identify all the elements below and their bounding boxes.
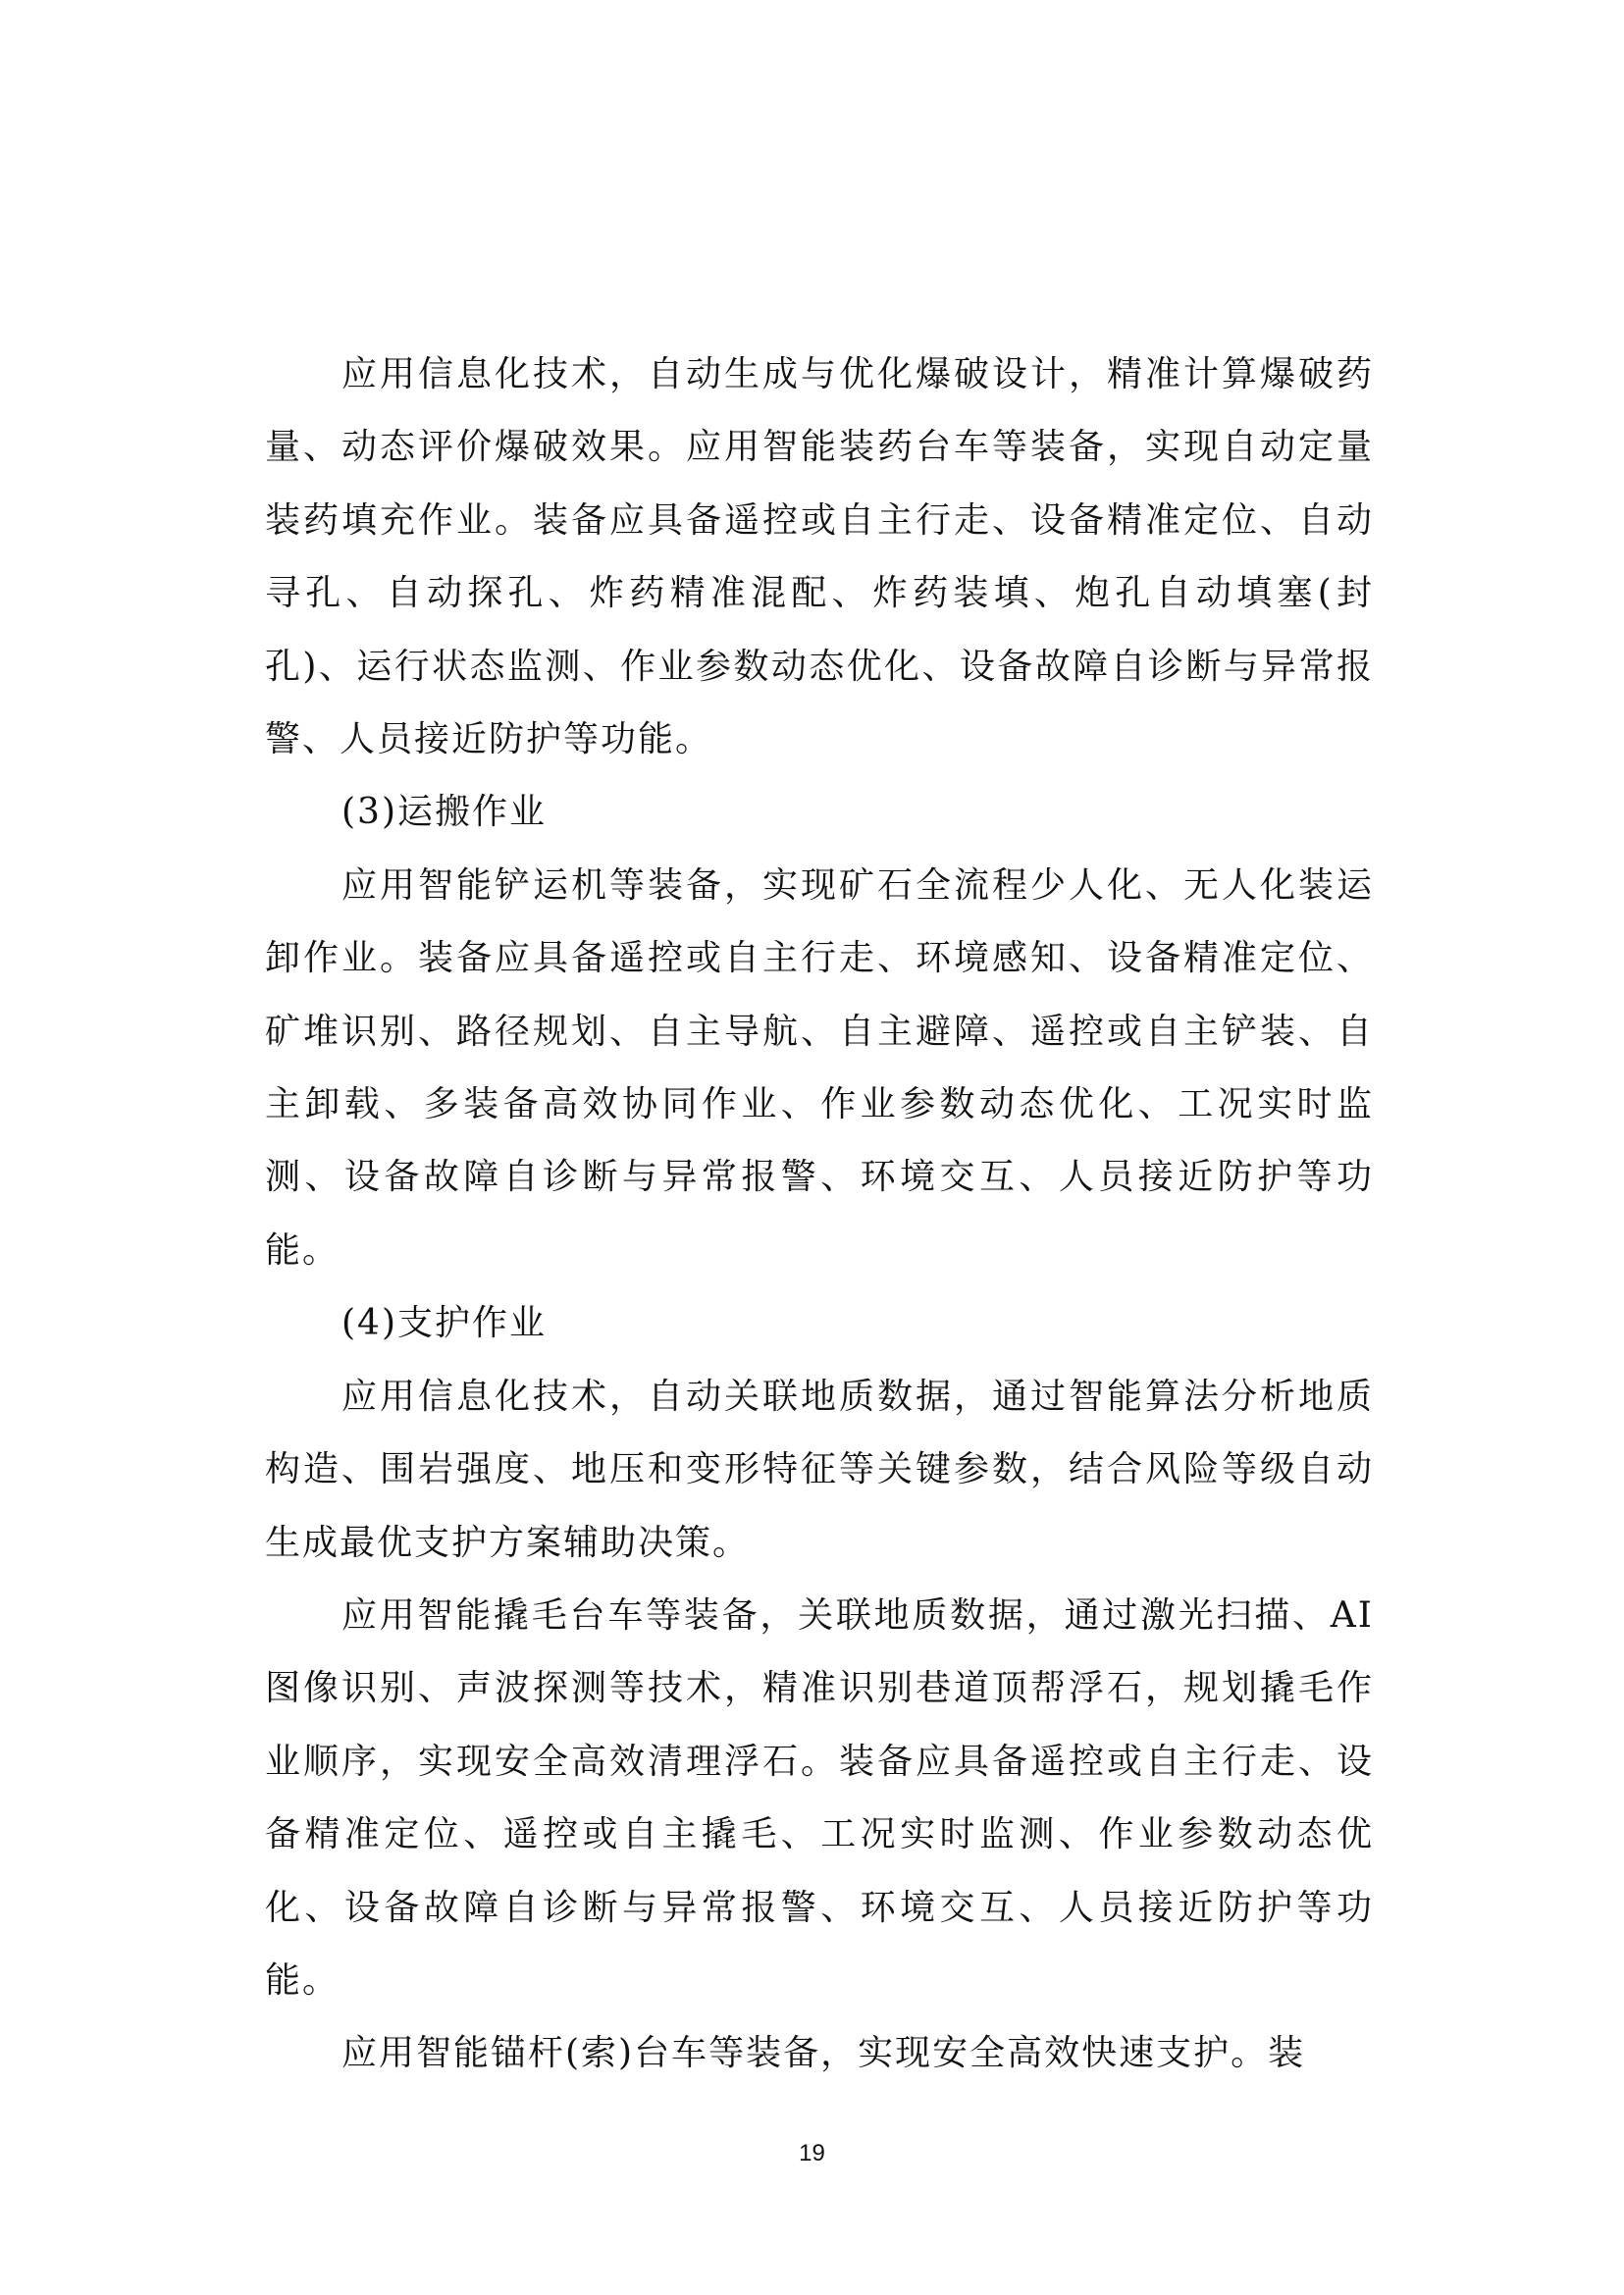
paragraph-support-design: 应用信息化技术，自动关联地质数据，通过智能算法分析地质构造、围岩强度、地压和变形特征等关键参数，结合风险等级自动生成最优支护方案辅助决策。 — [265, 1376, 1374, 1563]
body-text — [265, 339, 1374, 2091]
section-heading-haulage: (3)运搬作业 — [341, 792, 547, 833]
section-heading-support: (4)支护作业 — [341, 1303, 547, 1344]
paragraph-haulage: 应用智能铲运机等装备，实现矿石全流程少人化、无人化装运卸作业。装备应具备遥控或自主行走、环境感知、设备精准定位、矿堆识别、路径规划、自主导航、自主避障、遥控或自主铲装、自主卸载、多装备高效协同作业、作业参数动态优化、工况实时监测、设备故障自诊断与异常报警、环境交互、人员接近防护等功能。 — [265, 864, 1374, 1271]
paragraph-blasting-design: 应用信息化技术，自动生成与优化爆破设计，精准计算爆破药量、动态评价爆破效果。应用智能装药台车等装备，实现自动定量装药填充作业。装备应具备遥控或自主行走、设备精准定位、自动寻孔、自动探孔、炸药精准混配、炸药装填、炮孔自动填塞(封孔)、运行状态监测、作业参数动态优化、设备故障自诊断与异常报警、人员接近防护等功能。 — [265, 354, 1374, 760]
page-number: 19 — [799, 2140, 825, 2166]
paragraph-scaling-rig: 应用智能撬毛台车等装备，关联地质数据，通过激光扫描、AI图像识别、声波探测等技术，精准识别巷道顶帮浮石，规划撬毛作业顺序，实现安全高效清理浮石。装备应具备遥控或自主行走、设备精准定位、遥控或自主撬毛、工况实时监测、作业参数动态优化、设备故障自诊断与异常报警、环境交互、人员接近防护等功能。 — [265, 1594, 1374, 2001]
paragraph-bolting-rig: 应用智能锚杆(索)台车等装备，实现安全高效快速支护。装 — [341, 2033, 1306, 2074]
